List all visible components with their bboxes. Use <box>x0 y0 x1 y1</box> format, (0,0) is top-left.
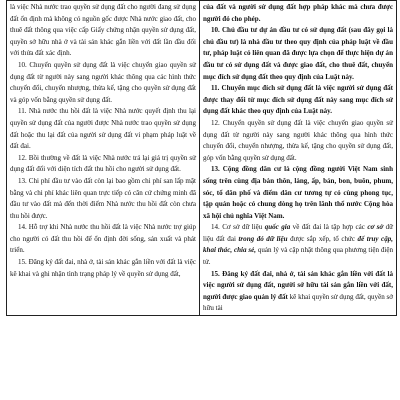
text-run: dữ liệu đất đai <box>203 223 393 243</box>
right-paragraph <box>203 118 393 164</box>
right-column <box>200 1 397 316</box>
text-run: quản lý và cập nhật thông qua phương tiện điện tử. <box>203 246 393 267</box>
left-paragraph: 15. Đăng ký đất đai, nhà ở, tài sản khác gắn liền với đất là việc kê khai và ghi nhận tình trạng pháp lý về quyền sử dụng đất, <box>10 258 196 278</box>
table-row <box>7 1 397 316</box>
right-paragraph <box>203 25 393 83</box>
text-run: về đất đai là tập hợp các <box>290 223 368 232</box>
left-paragraph: 12. Bồi thường về đất là việc Nhà nước trả lại giá trị quyền sử dụng đất đối với diện tích đất thu hồi cho người sử dụng đất. <box>10 153 196 174</box>
text-run: để truy cập, khai thác, chia sẻ, <box>203 234 393 255</box>
text-run: 13. Cộng đồng dân cư là cộng đồng người Việt Nam sinh sống trên cùng địa bàn thôn, làng, ấp, bản, bon, buôn, phum, sóc, tổ dân phố và điểm dân cư tương tự có cùng phong tục, tập quán hoặc có chung dòng họ trên lãnh thổ nước Cộng hòa xã hội chủ nghĩa Việt Nam. <box>203 165 393 220</box>
left-paragraph: 11. Nhà nước thu hồi đất là việc Nhà nước quyết định thu lại quyền sử dụng đất của người được Nhà nước trao quyền sử dụng đất hoặc thu lại đất của người sử dụng đất vi phạm pháp luật về đất đai. <box>10 107 196 151</box>
text-run: trong đó dữ liệu <box>238 234 288 243</box>
text-run: kê khai quyền sử dụng đất, quyền sở hữu tài <box>203 292 393 313</box>
text-run: 11. Chuyển mục đích sử dụng đất là việc người sử dụng đất được thay đổi từ mục đích sử dụng đất này sang mục đích sử dụng đất khác theo quy định của Luật này. <box>203 84 393 116</box>
right-paragraph <box>203 269 393 315</box>
text-run: cơ sở <box>367 223 384 232</box>
right-paragraph <box>203 2 393 25</box>
right-paragraph <box>203 164 393 222</box>
left-paragraph: 14. Hỗ trợ khi Nhà nước thu hồi đất là việc Nhà nước trợ giúp cho người có đất thu hồi để ổn định đời sống, sản xuất và phát triển. <box>10 223 196 255</box>
left-column <box>7 1 200 316</box>
text-run: 14. Cơ sở dữ liệu <box>211 223 265 232</box>
text-run: quốc gia <box>264 223 291 232</box>
right-paragraph <box>203 83 393 118</box>
left-paragraph: 10. Chuyển quyền sử dụng đất là việc chuyển giao quyền sử dụng đất từ người này sang người khác thông qua các hình thức chuyển đổi, chuyển nhượng, thừa kế, tặng cho quyền sử dụng đất và góp vốn bằng quyền sử dụng đất. <box>10 60 196 104</box>
left-paragraph: là việc Nhà nước trao quyền sử dụng đất cho người đang sử dụng đất ổn định mà không có nguồn gốc được Nhà nước giao đất, cho thuê đất thông qua việc cấp Giấy chứng nhận quyền sử dụng đất, quyền sở hữu nhà ở và tài sản khác gắn liền với đất lần đầu đối với thửa đất xác định. <box>10 3 196 58</box>
right-paragraph <box>203 222 393 268</box>
text-run: được sắp xếp, tổ chức <box>287 234 358 243</box>
text-run: 15. Đăng ký đất đai, nhà ở, tài sản khác gắn liền với đất là việc người sử dụng đất, người sở hữu tài sản gắn liền với đất, người được giao quản lý đất <box>203 269 393 301</box>
left-paragraph: 13. Chi phí đầu tư vào đất còn lại bao gồm chi phí san lấp mặt bằng và chi phí khác liên quan trực tiếp có căn cứ chứng minh đã đầu tư vào đất mà đến thời điểm Nhà nước thu hồi đất còn chưa thu hồi được. <box>10 176 196 220</box>
text-run: 12. Chuyển quyền sử dụng đất là việc chuyển giao quyền sử dụng đất từ người này sang người khác thông qua hình thức chuyển đổi, chuyển nhượng, thừa kế, tặng cho quyền sử dụng đất, góp vốn bằng quyền sử dụng đất. <box>203 118 393 162</box>
text-run: của đất và người sử dụng đất hợp pháp khác mà chưa được người đó cho phép. <box>203 3 393 23</box>
text-run: 10. Chủ đầu tư dự án đầu tư có sử dụng đất (sau đây gọi là chủ đầu tư) là nhà đầu tư theo quy định của pháp luật về đầu tư, pháp luật có liên quan đã được lựa chọn để thực hiện dự án đầu tư có sử dụng đất và được giao đất, cho thuê đất, chuyển mục đích sử dụng đất theo quy định của Luật này. <box>203 26 393 81</box>
comparison-table <box>6 0 397 316</box>
